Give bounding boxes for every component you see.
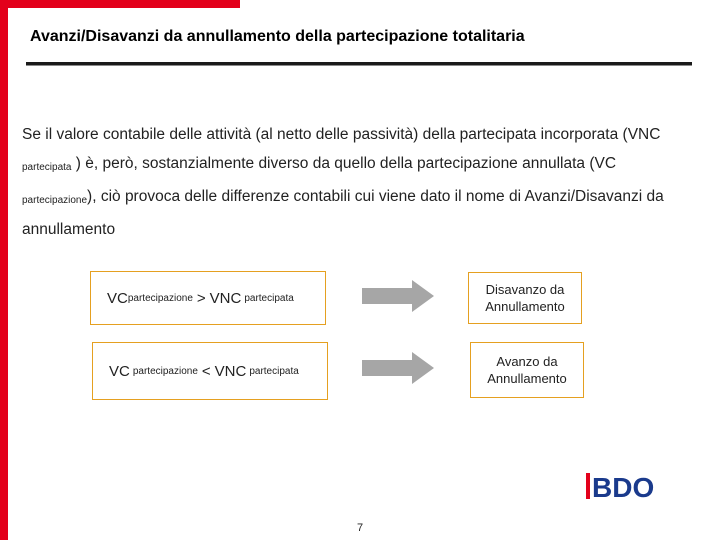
logo-text: BDO — [592, 472, 655, 502]
result-text — [485, 281, 565, 315]
vc-subscript: partecipazione — [127, 292, 193, 304]
result-line-2: Annullamento — [487, 371, 567, 386]
bdo-logo — [586, 470, 666, 502]
vnc-label: VNC — [214, 362, 247, 380]
title-divider — [26, 62, 692, 66]
body-line-1: Se il valore contabile delle attività (al netto delle passività) della partecipata incorporata (VNC — [22, 126, 661, 143]
body-line-2 — [22, 149, 694, 182]
result-line-1: Disavanzo da — [485, 282, 565, 297]
condition-box-greater — [90, 271, 326, 325]
body-line-3 — [22, 182, 694, 215]
accent-bar-top — [0, 0, 240, 8]
vnc-subscript: partecipata — [244, 292, 294, 304]
body-paragraph — [22, 120, 694, 244]
result-text — [487, 353, 567, 387]
condition-box-less — [92, 342, 328, 400]
right-arrow-icon — [362, 352, 434, 384]
comparison-operator: > — [196, 289, 206, 307]
page-number: 7 — [357, 522, 364, 534]
comparison-operator: < — [201, 362, 211, 380]
result-box-avanzo — [470, 342, 584, 398]
accent-bar-left — [0, 0, 8, 540]
vc-label: VC — [109, 362, 130, 380]
body-line-3-text: ), ciò provoca delle differenze contabili cui viene dato il nome di Avanzi/Disavanzi da — [87, 188, 664, 205]
right-arrow-icon — [362, 280, 434, 312]
subscript-partecipata: partecipata — [22, 162, 72, 173]
slide-title: Avanzi/Disavanzi da annullamento della partecipazione totalitaria — [30, 28, 525, 45]
result-line-2: Annullamento — [485, 299, 565, 314]
body-line-4: annullamento — [22, 221, 116, 238]
result-line-1: Avanzo da — [496, 354, 558, 369]
subscript-partecipazione: partecipazione — [22, 195, 88, 206]
vc-label: VC — [107, 289, 128, 307]
vnc-subscript: partecipata — [249, 365, 299, 377]
vc-subscript: partecipazione — [132, 365, 198, 377]
result-box-disavanzo — [468, 272, 582, 324]
vnc-label: VNC — [209, 289, 242, 307]
body-line-2-text: ) è, però, sostanzialmente diverso da quello della partecipazione annullata (VC — [71, 155, 617, 172]
